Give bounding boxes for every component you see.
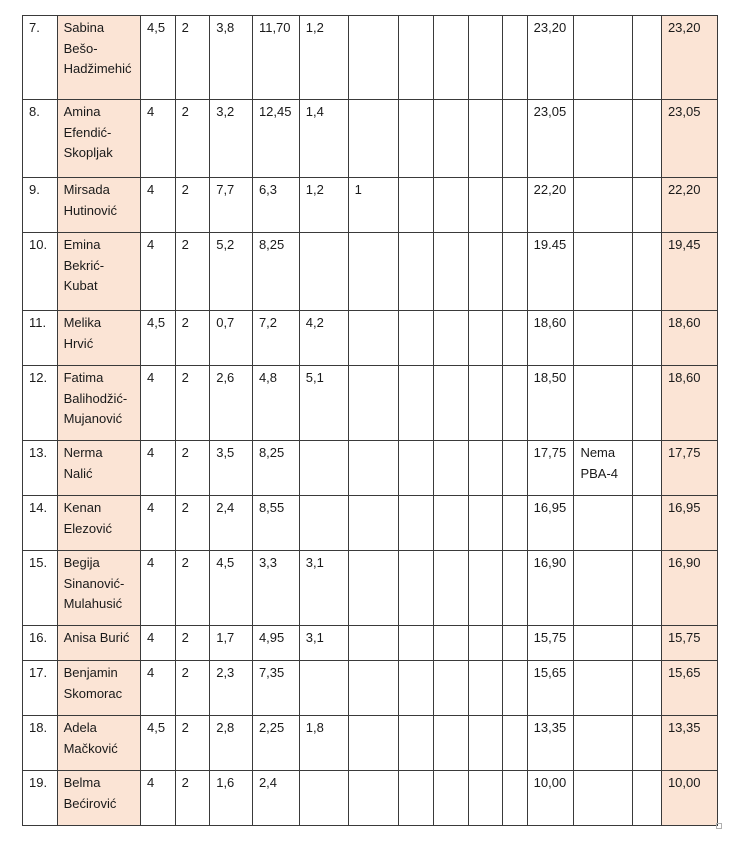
cell-name-line: Hutinović [63,202,118,218]
cell-col6: 1 [348,178,399,233]
table-row [23,716,718,771]
cell-empty [503,16,527,100]
cell-empty [434,716,469,771]
cell-col4: 3,3 [252,551,299,626]
cell-empty [468,441,503,496]
cell-total: 23,20 [527,16,574,100]
cell-name-line: Nerma [63,445,103,460]
cell-name-line: Melika [63,315,102,330]
cell-name [57,661,140,716]
cell-col2: 2 [175,441,210,496]
cell-empty [468,716,503,771]
cell-empty [434,496,469,551]
cell-number: 12. [23,366,58,441]
cell-col1: 4 [141,496,176,551]
cell-col2: 2 [175,496,210,551]
cell-empty [503,626,527,661]
cell-final: 16,95 [661,496,717,551]
cell-empty [399,551,434,626]
cell-name-line: Elezović [63,520,113,536]
cell-number: 8. [23,100,58,178]
cell-empty [503,178,527,233]
cell-empty [633,441,661,496]
cell-name [57,771,140,826]
cell-note [574,661,633,716]
cell-empty [503,100,527,178]
cell-note-line: Nema [580,445,616,460]
cell-col2: 2 [175,16,210,100]
cell-col5: 1,2 [299,16,348,100]
cell-number: 18. [23,716,58,771]
cell-col4: 4,95 [252,626,299,661]
cell-name-line: Bekrić- [63,257,105,273]
cell-final: 18,60 [661,366,717,441]
cell-note [574,716,633,771]
cell-name-line: Emina [63,237,101,252]
cell-final: 22,20 [661,178,717,233]
cell-col4: 7,35 [252,661,299,716]
cell-note [574,16,633,100]
cell-col5: 4,2 [299,311,348,366]
cell-number: 11. [23,311,58,366]
cell-col1: 4 [141,233,176,311]
cell-name [57,551,140,626]
cell-empty [468,626,503,661]
cell-number: 7. [23,16,58,100]
cell-name [57,311,140,366]
cell-empty [399,366,434,441]
cell-col4: 6,3 [252,178,299,233]
cell-col4: 7,2 [252,311,299,366]
cell-number: 10. [23,233,58,311]
cell-empty [633,100,661,178]
cell-number: 15. [23,551,58,626]
cell-col5: 3,1 [299,551,348,626]
cell-col6 [348,366,399,441]
cell-col2: 2 [175,626,210,661]
cell-col6 [348,233,399,311]
cell-empty [633,366,661,441]
cell-col5 [299,233,348,311]
cell-final: 19,45 [661,233,717,311]
table-row [23,311,718,366]
cell-name-line: Sabina [63,20,105,35]
cell-total: 16,95 [527,496,574,551]
cell-total: 22,20 [527,178,574,233]
table-body [23,16,718,826]
cell-empty [399,178,434,233]
cell-empty [399,661,434,716]
cell-col3: 2,6 [210,366,253,441]
cell-empty [434,100,469,178]
cell-col3: 2,4 [210,496,253,551]
cell-col5 [299,771,348,826]
cell-col1: 4,5 [141,16,176,100]
cell-col4: 8,55 [252,496,299,551]
cell-col3: 1,6 [210,771,253,826]
cell-empty [633,178,661,233]
cell-col6 [348,771,399,826]
cell-final: 18,60 [661,311,717,366]
cell-number: 13. [23,441,58,496]
cell-empty [633,233,661,311]
cell-col2: 2 [175,716,210,771]
cell-empty [434,16,469,100]
cell-col1: 4 [141,366,176,441]
cell-col1: 4,5 [141,716,176,771]
cell-total: 23,05 [527,100,574,178]
cell-col6 [348,626,399,661]
cell-col2: 2 [175,551,210,626]
cell-name-line: Bećirović [63,795,117,811]
cell-name-line: Begija [63,555,100,570]
cell-empty [633,626,661,661]
cell-name-line: Nalić [63,465,93,481]
cell-name-line: Belma [63,775,101,790]
cell-empty [503,551,527,626]
cell-col1: 4 [141,178,176,233]
cell-col2: 2 [175,178,210,233]
cell-name-line: Sinanović- [63,575,125,591]
cell-col1: 4,5 [141,311,176,366]
cell-name [57,496,140,551]
cell-final: 15,65 [661,661,717,716]
cell-note [574,496,633,551]
cell-empty [468,661,503,716]
cell-col6 [348,16,399,100]
cell-empty [468,366,503,441]
cell-final: 17,75 [661,441,717,496]
cell-note [574,178,633,233]
cell-name-line: Fatima [63,370,104,385]
cell-empty [633,716,661,771]
cell-col6 [348,311,399,366]
cell-number: 17. [23,661,58,716]
cell-name [57,366,140,441]
cell-col2: 2 [175,233,210,311]
cell-number: 9. [23,178,58,233]
cell-name [57,626,140,661]
cell-empty [434,771,469,826]
cell-empty [503,716,527,771]
cell-empty [468,496,503,551]
cell-name [57,233,140,311]
cell-number: 16. [23,626,58,661]
cell-col4: 4,8 [252,366,299,441]
cell-col4: 12,45 [252,100,299,178]
cell-empty [503,311,527,366]
cell-note-line: PBA-4 [580,465,619,481]
cell-note [574,441,633,496]
cell-col5: 3,1 [299,626,348,661]
cell-name-line: Mirsada [63,182,110,197]
table-row [23,233,718,311]
cell-final: 23,20 [661,16,717,100]
cell-empty [503,496,527,551]
cell-name-line: Efendić- [63,124,112,140]
cell-col2: 2 [175,771,210,826]
cell-col6 [348,100,399,178]
cell-empty [399,716,434,771]
cell-number: 19. [23,771,58,826]
table-row [23,100,718,178]
cell-name-line: Anisa Burić [63,630,130,645]
cell-empty [503,441,527,496]
cell-col6 [348,661,399,716]
cell-total: 18,50 [527,366,574,441]
cell-col3: 2,3 [210,661,253,716]
cell-col2: 2 [175,100,210,178]
cell-empty [399,311,434,366]
cell-name-line: Mačković [63,740,118,756]
cell-name-line: Mujanović [63,411,123,426]
cell-name-line: Hrvić [63,335,94,351]
cell-empty [633,771,661,826]
cell-col2: 2 [175,661,210,716]
cell-col1: 4 [141,771,176,826]
cell-note [574,551,633,626]
cell-note [574,626,633,661]
cell-total: 17,75 [527,441,574,496]
cell-empty [434,311,469,366]
cell-name-line: Adela [63,720,97,735]
cell-total: 15,65 [527,661,574,716]
cell-empty [503,661,527,716]
cell-final: 15,75 [661,626,717,661]
cell-empty [503,771,527,826]
cell-empty [434,626,469,661]
cell-empty [468,771,503,826]
cell-col4: 2,25 [252,716,299,771]
cell-col3: 3,2 [210,100,253,178]
cell-name-line: Bešo- [63,40,98,56]
cell-name-line: Mulahusić [63,596,123,611]
cell-empty [633,661,661,716]
cell-name [57,716,140,771]
cell-number: 14. [23,496,58,551]
cell-col6 [348,716,399,771]
cell-total: 15,75 [527,626,574,661]
cell-col1: 4 [141,551,176,626]
cell-col3: 7,7 [210,178,253,233]
cell-col3: 0,7 [210,311,253,366]
table-row [23,178,718,233]
cell-name-line: Amina [63,104,101,119]
cell-empty [468,178,503,233]
cell-empty [468,100,503,178]
cell-empty [633,16,661,100]
cell-name [57,100,140,178]
cell-note [574,366,633,441]
cell-empty [399,233,434,311]
cell-col3: 2,8 [210,716,253,771]
cell-name [57,178,140,233]
cell-name-line: Skomorac [63,685,123,701]
cell-name-line: Balihodžić- [63,390,128,406]
cell-name [57,441,140,496]
cell-col4: 8,25 [252,441,299,496]
cell-empty [468,311,503,366]
cell-empty [399,100,434,178]
cell-empty [633,496,661,551]
cell-col1: 4 [141,626,176,661]
cell-col5: 5,1 [299,366,348,441]
cell-empty [434,366,469,441]
cell-col3: 1,7 [210,626,253,661]
cell-col4: 2,4 [252,771,299,826]
cell-col2: 2 [175,311,210,366]
table-end-marker [716,823,722,829]
cell-note [574,771,633,826]
cell-final: 23,05 [661,100,717,178]
cell-col5: 1,8 [299,716,348,771]
cell-empty [434,233,469,311]
cell-empty [399,16,434,100]
cell-empty [434,441,469,496]
cell-empty [399,441,434,496]
cell-name [57,16,140,100]
cell-name-line: Kenan [63,500,102,515]
cell-total: 16,90 [527,551,574,626]
cell-empty [503,233,527,311]
cell-empty [633,311,661,366]
table-row [23,16,718,100]
cell-empty [434,178,469,233]
cell-col5: 1,4 [299,100,348,178]
cell-col6 [348,551,399,626]
cell-col3: 3,8 [210,16,253,100]
cell-empty [468,16,503,100]
cell-col4: 11,70 [252,16,299,100]
cell-empty [468,233,503,311]
cell-name-line: Hadžimehić [63,61,132,76]
cell-col6 [348,496,399,551]
scores-table [22,15,718,826]
cell-name-line: Kubat [63,278,98,293]
cell-empty [633,551,661,626]
table-row [23,496,718,551]
cell-col5 [299,441,348,496]
cell-empty [468,551,503,626]
cell-note [574,100,633,178]
cell-col1: 4 [141,100,176,178]
cell-total: 10,00 [527,771,574,826]
cell-col5 [299,661,348,716]
cell-col5 [299,496,348,551]
cell-final: 13,35 [661,716,717,771]
cell-col6 [348,441,399,496]
cell-name-line: Benjamin [63,665,118,680]
cell-total: 19.45 [527,233,574,311]
table-row [23,771,718,826]
cell-final: 16,90 [661,551,717,626]
cell-col1: 4 [141,661,176,716]
cell-col1: 4 [141,441,176,496]
cell-note [574,233,633,311]
cell-note [574,311,633,366]
cell-total: 18,60 [527,311,574,366]
cell-col2: 2 [175,366,210,441]
table-row [23,661,718,716]
cell-empty [399,496,434,551]
cell-empty [399,771,434,826]
cell-empty [399,626,434,661]
table-row [23,551,718,626]
cell-name-line: Skopljak [63,145,113,160]
table-row [23,441,718,496]
table-row [23,626,718,661]
cell-empty [434,551,469,626]
cell-total: 13,35 [527,716,574,771]
cell-col3: 4,5 [210,551,253,626]
cell-empty [503,366,527,441]
cell-final: 10,00 [661,771,717,826]
cell-col3: 5,2 [210,233,253,311]
cell-empty [434,661,469,716]
cell-col5: 1,2 [299,178,348,233]
cell-col4: 8,25 [252,233,299,311]
table-row [23,366,718,441]
cell-col3: 3,5 [210,441,253,496]
